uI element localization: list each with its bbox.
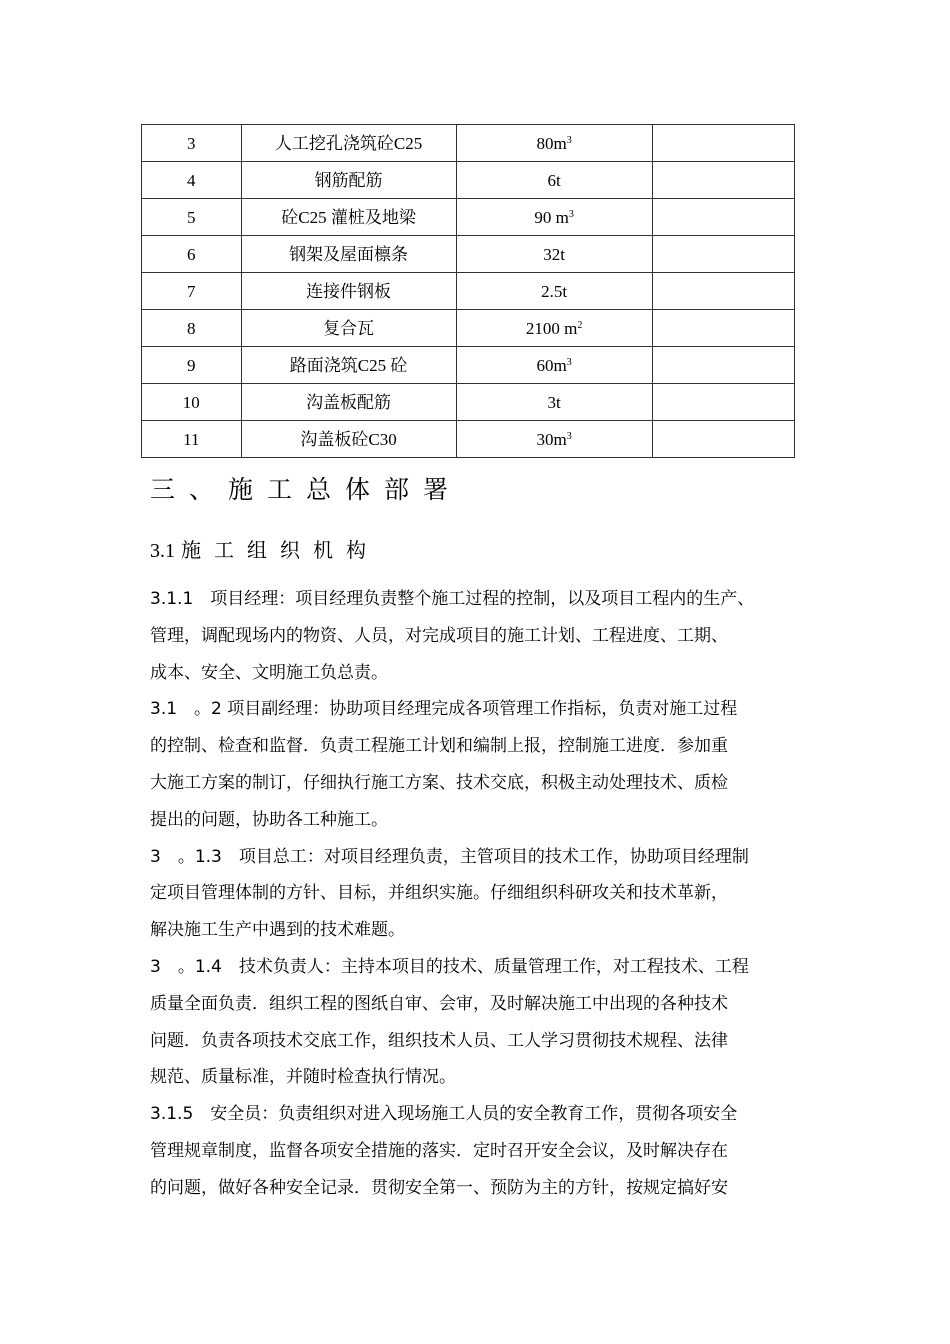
quantity-value: 3t [547, 392, 561, 412]
text-line: 的问题，做好各种安全记录．贯彻安全第一、预防为主的方针，按规定搞好安 [150, 1177, 728, 1198]
row-number-cell: 10 [142, 384, 242, 421]
text-line: 3.1.1 项目经理：项目经理负责整个施工过程的控制，以及项目工程内的生产、 [150, 589, 755, 609]
text-line: 定项目管理体制的方针、目标，并组织实施。仔细组织科研攻关和技术革新， [150, 883, 728, 904]
empty-cell [652, 125, 794, 162]
quantity-value: 90 m [534, 207, 569, 227]
text-line: 3.1 。2 项目副经理：协助项目经理完成各项管理工作指标，负责对施工过程 [150, 699, 738, 720]
section-heading: 三、施工总体部署 [150, 475, 463, 504]
text-line: 管理规章制度，监督各项安全措施的落实．定时召开安全会议，及时解决存在 [150, 1140, 728, 1161]
table-row [142, 199, 795, 236]
text-line: 规范、质量标准，并随时检查执行情况。 [150, 1067, 456, 1088]
text-line: 3.1.5 安全员：负责组织对进入现场施工人员的安全教育工作，贯彻各项安全 [150, 1104, 738, 1125]
unit-exponent: 3 [566, 356, 572, 368]
table-row [142, 384, 795, 421]
text-line: 问题．负责各项技术交底工作，组织技术人员、工人学习贯彻技术规程、法律 [150, 1030, 728, 1051]
row-number-cell: 8 [142, 310, 242, 347]
quantity-cell [456, 125, 652, 162]
quantity-cell [456, 199, 652, 236]
table-row [142, 236, 795, 273]
quantity-value: 60m [536, 355, 567, 375]
text-line: 提出的问题，协助各工种施工。 [150, 809, 388, 830]
empty-cell [652, 421, 794, 458]
empty-cell [652, 273, 794, 310]
row-number-cell: 4 [142, 162, 242, 199]
row-number-cell: 9 [142, 347, 242, 384]
quantity-value: 80m [536, 133, 567, 153]
body-text [150, 581, 810, 1207]
quantity-cell [456, 310, 652, 347]
quantity-cell [456, 384, 652, 421]
unit-exponent: 3 [566, 430, 572, 442]
subsection-title: 施工组织机构 [181, 538, 379, 562]
item-name-cell: 连接件钢板 [241, 273, 456, 310]
quantity-table-body [142, 125, 795, 458]
item-name-cell: 钢架及屋面檩条 [241, 236, 456, 273]
subsection-number: 3.1 [150, 540, 175, 562]
quantity-value: 30m [536, 429, 567, 449]
quantity-value: 6t [547, 170, 561, 190]
subsection-heading [150, 536, 379, 565]
empty-cell [652, 384, 794, 421]
text-line: 成本、安全、文明施工负总责。 [150, 662, 388, 683]
empty-cell [652, 310, 794, 347]
item-name-cell: 砼C25 灌桩及地梁 [241, 199, 456, 236]
text-line: 质量全面负责．组织工程的图纸自审、会审，及时解决施工中出现的各种技术 [150, 993, 728, 1014]
row-number-cell: 5 [142, 199, 242, 236]
quantity-cell [456, 162, 652, 199]
quantity-cell [456, 347, 652, 384]
empty-cell [652, 162, 794, 199]
item-name-cell: 沟盖板砼C30 [241, 421, 456, 458]
quantity-cell [456, 236, 652, 273]
row-number-cell: 6 [142, 236, 242, 273]
row-number-cell: 3 [142, 125, 242, 162]
row-number-cell: 7 [142, 273, 242, 310]
text-line: 大施工方案的制订，仔细执行施工方案、技术交底，积极主动处理技术、质检 [150, 772, 728, 793]
quantity-value: 32t [543, 244, 566, 264]
quantity-table [141, 124, 795, 458]
empty-cell [652, 236, 794, 273]
empty-cell [652, 199, 794, 236]
table-row [142, 421, 795, 458]
item-name-cell: 沟盖板配筋 [241, 384, 456, 421]
quantity-value: 2100 m [525, 318, 578, 338]
unit-exponent: 3 [568, 208, 574, 220]
item-name-cell: 路面浇筑C25 砼 [241, 347, 456, 384]
table-row [142, 273, 795, 310]
text-line: 的控制、检查和监督．负责工程施工计划和编制上报，控制施工进度．参加重 [150, 736, 728, 757]
table-row [142, 162, 795, 199]
text-line: 3 。1.4 技术负责人：主持本项目的技术、质量管理工作，对工程技术、工程 [150, 956, 749, 977]
row-number-cell: 11 [142, 421, 242, 458]
text-line: 管理，调配现场内的物资、人员，对完成项目的施工计划、工程进度、工期、 [150, 625, 728, 646]
item-name-cell: 钢筋配筋 [241, 162, 456, 199]
table-row [142, 347, 795, 384]
item-name-cell: 复合瓦 [241, 310, 456, 347]
quantity-cell [456, 421, 652, 458]
table-row [142, 125, 795, 162]
table-row [142, 310, 795, 347]
text-line: 解决施工生产中遇到的技术难题。 [150, 920, 405, 941]
empty-cell [652, 347, 794, 384]
item-name-cell: 人工挖孔浇筑砼C25 [241, 125, 456, 162]
text-line: 3 。1.3 项目总工：对项目经理负责，主管项目的技术工作，协助项目经理制 [150, 846, 749, 867]
quantity-cell [456, 273, 652, 310]
unit-exponent: 3 [566, 134, 572, 146]
unit-exponent: 2 [577, 319, 583, 331]
quantity-value: 2.5t [541, 281, 568, 301]
